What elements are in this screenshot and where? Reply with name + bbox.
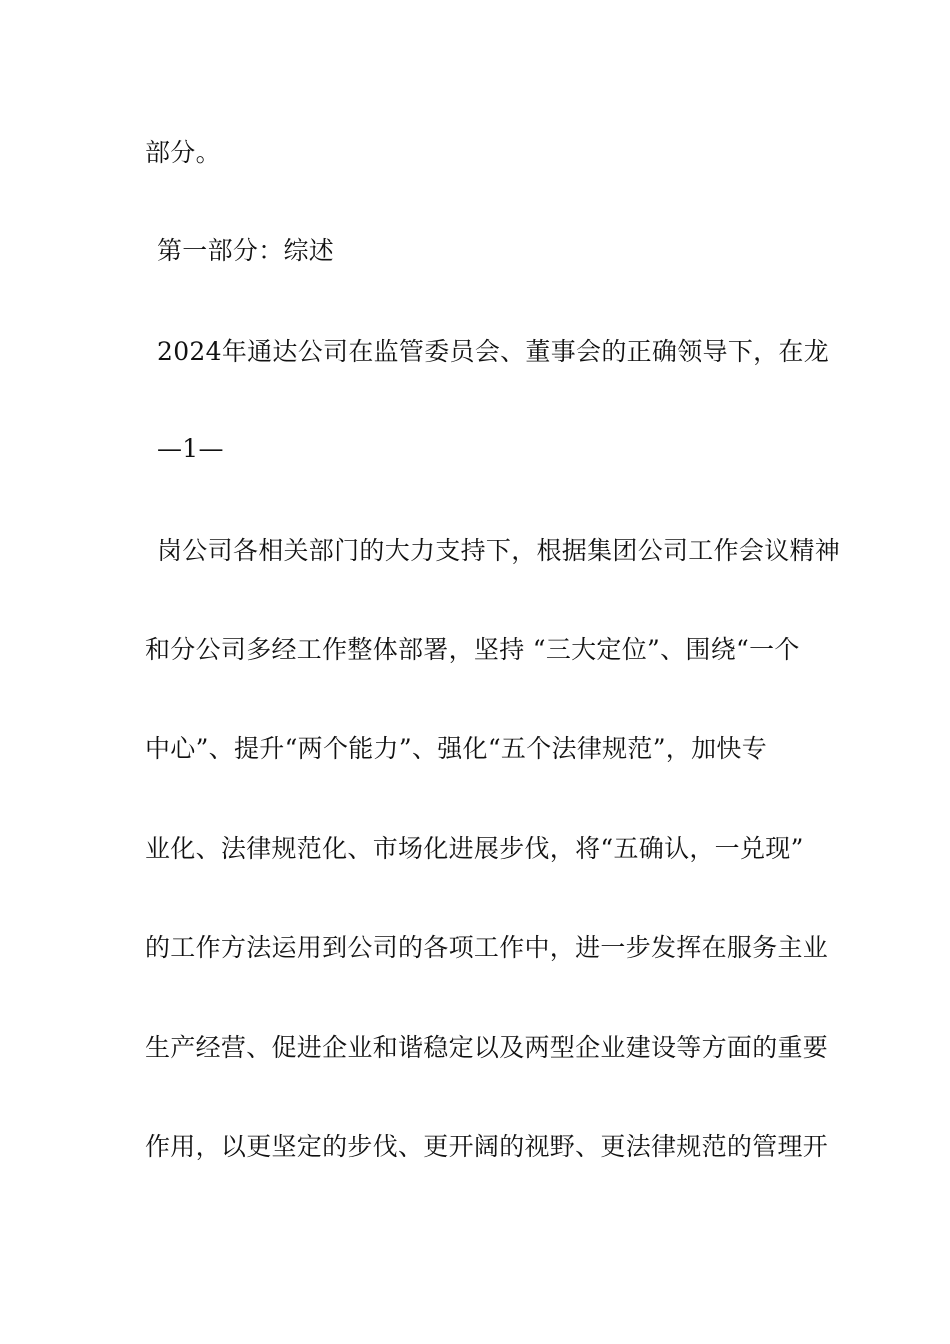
page-number: —1—	[157, 434, 224, 463]
paragraph-line: 和分公司多经工作整体部署，坚持 “三大定位”、围绕“一个	[145, 635, 800, 664]
paragraph-line: 中心”、提升“两个能力”、强化“五个法律规范”，加快专	[145, 734, 768, 763]
section-heading: 第一部分：综述	[157, 236, 335, 265]
paragraph-line: 2024年通达公司在监管委员会、董事会的正确领导下，在龙	[157, 337, 830, 366]
paragraph-line: 生产经营、促进企业和谐稳定以及两型企业建设等方面的重要	[145, 1033, 829, 1062]
text-line-continuation: 部分。	[145, 138, 221, 167]
paragraph-line: 作用，以更坚定的步伐、更开阔的视野、更法律规范的管理开	[145, 1132, 829, 1161]
paragraph-line: 的工作方法运用到公司的各项工作中，进一步发挥在服务主业	[145, 933, 829, 962]
paragraph-line: 岗公司各相关部门的大力支持下，根据集团公司工作会议精神	[157, 536, 841, 565]
paragraph-line: 业化、法律规范化、市场化进展步伐，将“五确认，一兑现”	[145, 834, 804, 863]
